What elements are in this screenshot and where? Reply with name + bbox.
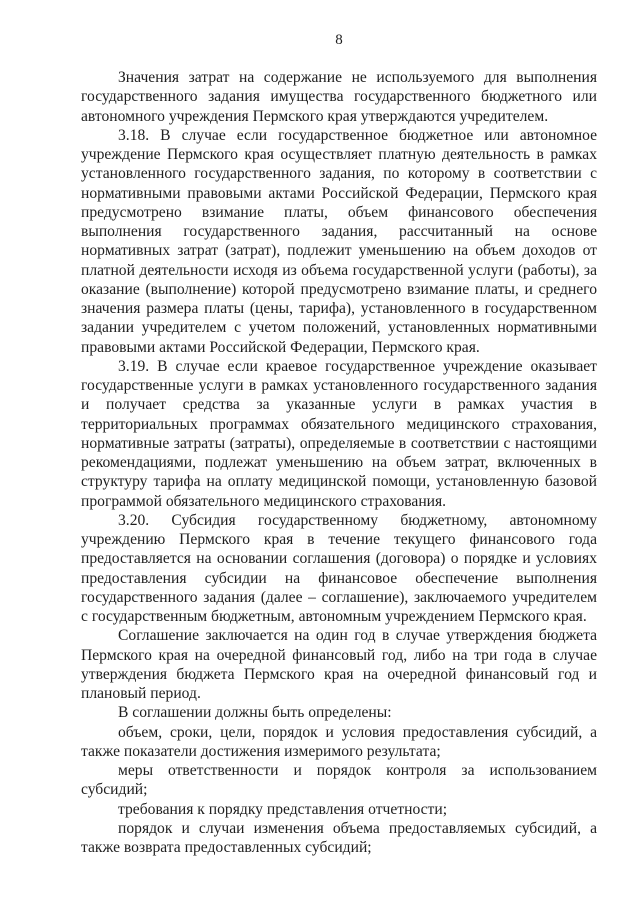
paragraph-agreement-contents-intro: В соглашении должны быть определены:: [118, 704, 392, 722]
page-number: 8: [335, 32, 343, 48]
list-item-responsibility: меры ответственности и порядок контроля за использованием субсидий;: [81, 762, 597, 799]
paragraph-3-20: 3.20. Субсидия государственному бюджетному, автономному учреждению Пермского края в течение текущего финансового года предоставляется на основании соглашения (договора) о порядке и условиях предоставления субсидии на финансовое обеспечение выполнения государственного задания (далее – соглашение), заключаемого учредителем с государственным бюджетным, автономным учреждением Пермского края.: [81, 511, 597, 625]
paragraph-asset-costs: Значения затрат на содержание не используемого для выполнения государственного задания имущества государственного бюджетного или автономного учреждения Пермского края утверждаются учредителем.: [81, 69, 597, 125]
paragraph-3-19: 3.19. В случае если краевое государственное учреждение оказывает государственные услуги в рамках установленного государственного задания и получает средства за указанные услуги в рамках участия в территориальных программах обязательного медицинского страхования, нормативные затраты (затраты), определяемые в соответствии с настоящими рекомендациями, подлежат уменьшению на объем затрат, включенных в структуру тарифа на оплату медицинской помощи, установленную базовой программой обязательного медицинского страхования.: [81, 357, 597, 510]
paragraph-3-18: 3.18. В случае если государственное бюджетное или автономное учреждение Пермского края осуществляет платную деятельность в рамках установленного государственного задания, по которому в соответствии с нормативными правовыми актами Российской Федерации, Пермского края предусмотрено взимание платы, объем финансового обеспечения выполнения государственного задания, рассчитанный на основе нормативных затрат (затрат), подлежит уменьшению на объем доходов от платной деятельности исходя из объема государственной услуги (работы), за оказание (выполнение) которой предусмотрено взимание платы, и среднего значения размера платы (цены, тарифа), установленного в государственном задании учредителем с учетом положений, установленных нормативными правовыми актами Российской Федерации, Пермского края.: [81, 126, 597, 356]
list-item-volume-terms: объем, сроки, цели, порядок и условия предоставления субсидий, а также показатели достижения измеримого результата;: [81, 723, 597, 760]
list-item-reporting: требования к порядку представления отчетности;: [118, 800, 448, 818]
list-item-changes-return: порядок и случаи изменения объема предоставляемых субсидий, а также возврата предоставленных субсидий;: [81, 819, 597, 856]
paragraph-agreement-term: Соглашение заключается на один год в случае утверждения бюджета Пермского края на очередной финансовый год, либо на три года в случае утверждения бюджета Пермского края на очередной финансовый год и плановый период.: [81, 627, 597, 702]
document-page: [81, 30, 597, 857]
